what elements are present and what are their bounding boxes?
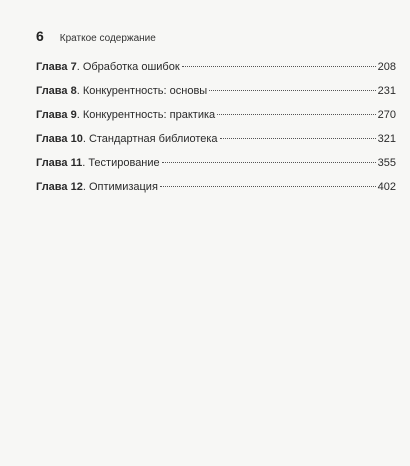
chapter-title: . Стандартная библиотека xyxy=(82,133,218,145)
page-reference: 270 xyxy=(377,109,396,121)
running-header-title: Краткое содержание xyxy=(59,33,156,44)
chapter-label: Глава 7 xyxy=(36,61,77,73)
toc-entry-chapter-9 xyxy=(36,107,396,123)
toc-entry-chapter-12 xyxy=(36,179,396,195)
chapter-label: Глава 8 xyxy=(36,85,77,97)
chapter-label: Глава 9 xyxy=(36,109,77,121)
dot-leader xyxy=(162,162,376,163)
chapter-label: Глава 10 xyxy=(36,133,83,145)
page-reference: 208 xyxy=(377,61,396,73)
dot-leader xyxy=(182,66,376,67)
dot-leader xyxy=(220,138,376,139)
chapter-label: Глава 12 xyxy=(36,181,83,193)
page-reference: 355 xyxy=(377,157,396,169)
toc-entry-chapter-8 xyxy=(36,83,396,99)
running-header xyxy=(36,28,156,44)
page-number: 6 xyxy=(36,28,44,44)
chapter-title: . Тестирование xyxy=(82,157,160,169)
toc-entry-chapter-11 xyxy=(36,155,396,171)
toc-entry-chapter-10 xyxy=(36,131,396,147)
chapter-title: . Конкурентность: основы xyxy=(76,85,208,97)
page-reference: 231 xyxy=(377,85,396,97)
table-of-contents xyxy=(36,59,396,203)
dot-leader xyxy=(209,90,375,91)
chapter-title: . Конкурентность: практика xyxy=(76,109,216,121)
page-reference: 321 xyxy=(377,133,396,145)
dot-leader xyxy=(160,186,376,187)
page-reference: 402 xyxy=(377,181,396,193)
toc-entry-chapter-7 xyxy=(36,59,396,75)
chapter-title: . Обработка ошибок xyxy=(76,61,180,73)
chapter-label: Глава 11 xyxy=(36,157,83,169)
dot-leader xyxy=(217,114,376,115)
chapter-title: . Оптимизация xyxy=(82,181,158,193)
